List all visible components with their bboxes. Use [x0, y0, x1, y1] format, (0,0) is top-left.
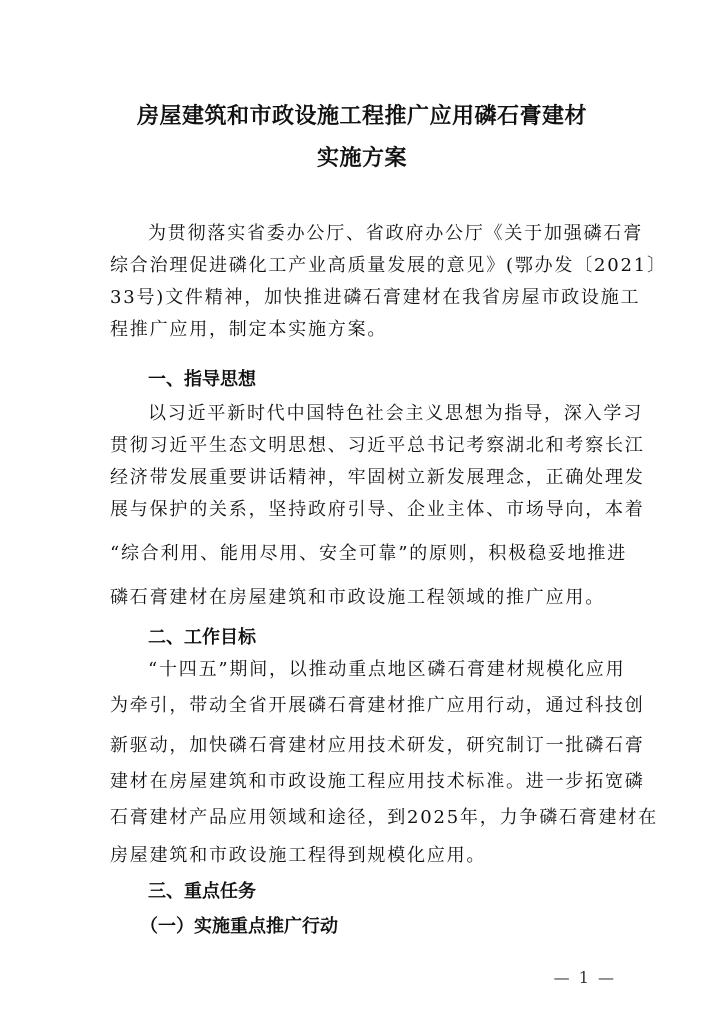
document-title-line1: 房屋建筑和市政设施工程推广应用磷石膏建材 [136, 104, 587, 129]
section1-line-1: 以习近平新时代中国特色社会主义思想为指导，深入学习 [148, 403, 643, 424]
section3-subheading: （一）实施重点推广行动 [140, 916, 338, 937]
intro-line-4: 程推广应用，制定本实施方案。 [110, 319, 388, 340]
section2-line-4: 建材在房屋建筑和市政设施工程应用技术标准。进一步拓宽磷 [110, 771, 645, 792]
section2-line-3: 新驱动，加快磷石膏建材应用技术研发，研究制订一批磷石膏 [110, 735, 645, 756]
section2-line-2: 为牵引，带动全省开展磷石膏建材推广应用行动，通过科技创 [110, 695, 645, 716]
intro-line-1: 为贯彻落实省委办公厅、省政府办公厅《关于加强磷石膏 [148, 223, 643, 244]
intro-line-2: 综合治理促进磷化工产业高质量发展的意见》(鄂办发〔2021〕 [110, 255, 667, 276]
intro-line-3: 33号)文件精神，加快推进磷石膏建材在我省房屋市政设施工 [110, 287, 641, 308]
section1-line-2: 贯彻习近平生态文明思想、习近平总书记考察湖北和考察长江 [110, 435, 645, 456]
document-title-line2: 实施方案 [316, 146, 407, 171]
section2-line-6: 房屋建筑和市政设施工程得到规模化应用。 [110, 845, 487, 866]
page-number: — 1 — [553, 968, 616, 987]
section2-line-1: “十四五”期间，以推动重点地区磷石膏建材规模化应用 [148, 659, 626, 680]
section1-line-3: 经济带发展重要讲话精神，牢固树立新发展理念，正确处理发 [110, 467, 645, 488]
section3-heading: 三、重点任务 [148, 881, 256, 902]
section1-line-5: “综合利用、能用尽用、安全可靠”的原则，积极稳妥地推进 [110, 543, 628, 564]
section1-line-6: 磷石膏建材在房屋建筑和市政设施工程领域的推广应用。 [110, 587, 605, 608]
section1-heading: 一、指导思想 [148, 369, 256, 390]
section2-heading: 二、工作目标 [148, 627, 256, 648]
section2-line-5: 石膏建材产品应用领域和途径，到2025年，力争磷石膏建材在 [110, 807, 659, 828]
section1-line-4: 展与保护的关系，坚持政府引导、企业主体、市场导向，本着 [110, 499, 645, 520]
